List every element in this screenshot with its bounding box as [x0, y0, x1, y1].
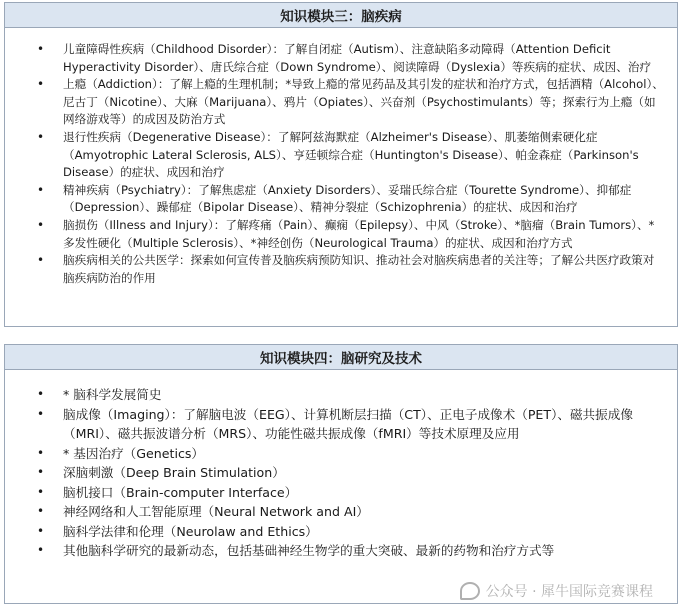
list-item-text: 其他脑科学研究的最新动态，包括基础神经生物学的重大突破、最新的药物和治疗方式等	[63, 543, 555, 558]
list-item	[5, 541, 677, 561]
list-item-text: 退行性疾病（Degenerative Disease）：了解阿兹海默症（Alzheimer's Disease）、肌萎缩侧索硬化症（Amyotrophic Lateral Sclerosis, ALS）、亨廷顿综合症（Huntington's Disease）、帕金森症（Parkinson's Disease）的症状、成因和治疗	[63, 129, 639, 180]
list-item	[5, 129, 677, 182]
bullet-icon: •	[37, 253, 45, 268]
bullet-icon: •	[37, 406, 45, 421]
bullet-icon: •	[37, 445, 45, 460]
bullet-icon: •	[37, 484, 45, 499]
module-4-list	[5, 385, 677, 561]
module-3-list	[5, 41, 677, 287]
watermark	[460, 581, 653, 601]
list-item	[5, 444, 677, 464]
list-item	[5, 522, 677, 542]
list-item-text: * 脑科学发展简史	[63, 387, 162, 402]
list-item	[5, 76, 677, 129]
list-item	[5, 463, 677, 483]
module-4-box	[4, 344, 678, 604]
bullet-icon: •	[37, 42, 45, 56]
list-item	[5, 385, 677, 405]
list-item	[5, 41, 677, 76]
list-item-text: 脑成像（Imaging）：了解脑电波（EEG）、计算机断层扫描（CT）、正电子成像术（PET）、磁共振成像（MRI）、磁共振波谱分析（MRS）、功能性磁共振成像（fMRI）等技术原理及应用	[63, 406, 633, 441]
list-item	[5, 217, 677, 252]
list-item-text: 脑机接口（Brain-computer Interface）	[63, 484, 298, 500]
bullet-icon: •	[37, 543, 45, 557]
bullet-icon: •	[37, 77, 45, 92]
list-item	[5, 405, 677, 444]
list-item	[5, 252, 677, 287]
list-item-text: 儿童障碍性疾病（Childhood Disorder）：了解自闭症（Autism）、注意缺陷多动障碍（Attention Deficit Hyperactivity Disorder）、唐氏综合症（Down Syndrome）、阅读障碍（Dyslexia）等疾病的症状、成因、治疗	[63, 42, 652, 74]
bullet-icon: •	[37, 504, 45, 518]
list-item-text: 神经网络和人工智能原理（Neural Network and AI）	[63, 504, 369, 519]
list-item-text: 深脑刺激（Deep Brain Stimulation）	[63, 465, 285, 480]
bullet-icon: •	[37, 465, 45, 479]
watermark-text: 公众号 · 犀牛国际竞赛课程	[485, 584, 653, 600]
list-item-text: * 基因治疗（Genetics）	[63, 445, 205, 461]
bullet-icon: •	[37, 217, 45, 232]
module-3-title: 知识模块三：脑疾病	[5, 3, 677, 28]
list-item-text: 脑疾病相关的公共医学：探索如何宣传普及脑疾病预防知识、推动社会对脑疾病患者的关注等；了解公共医疗政策对脑疾病防治的作用	[63, 253, 655, 285]
list-item	[5, 483, 677, 503]
bullet-icon: •	[37, 523, 45, 538]
bullet-icon: •	[37, 387, 45, 401]
module-3-box	[4, 2, 678, 327]
bullet-icon: •	[37, 182, 45, 197]
list-item-text: 精神疾病（Psychiatry）：了解焦虑症（Anxiety Disorders）、妥瑞氏综合症（Tourette Syndrome）、抑郁症（Depression）、躁郁症（Bipolar Disease）、精神分裂症（Schizophrenia）的症状、成因和治疗	[63, 182, 632, 215]
list-item	[5, 182, 677, 217]
list-item	[5, 502, 677, 522]
module-4-title: 知识模块四：脑研究及技术	[5, 345, 677, 370]
bullet-icon: •	[37, 129, 45, 144]
list-item-text: 上瘾（Addiction）：了解上瘾的生理机制；*导致上瘾的常见药品及其引发的症状和治疗方式，包括酒精（Alcohol）、尼古丁（Nicotine）、大麻（Marijuana）、鸦片（Opiates）、兴奋剂（Psychostimulants）等；探索行为上瘾（如网络游戏等）的成因及防治方式	[63, 77, 664, 127]
list-item-text: 脑科学法律和伦理（Neurolaw and Ethics）	[63, 523, 318, 539]
list-item-text: 脑损伤（Illness and Injury）：了解疼痛（Pain）、癫痫（Epilepsy）、中风（Stroke）、*脑瘤（Brain Tumors）、*多发性硬化（Multiple Sclerosis）、*神经创伤（Neurological Trauma）的症状、成因和治疗方式	[63, 217, 655, 250]
wechat-icon	[460, 582, 480, 600]
